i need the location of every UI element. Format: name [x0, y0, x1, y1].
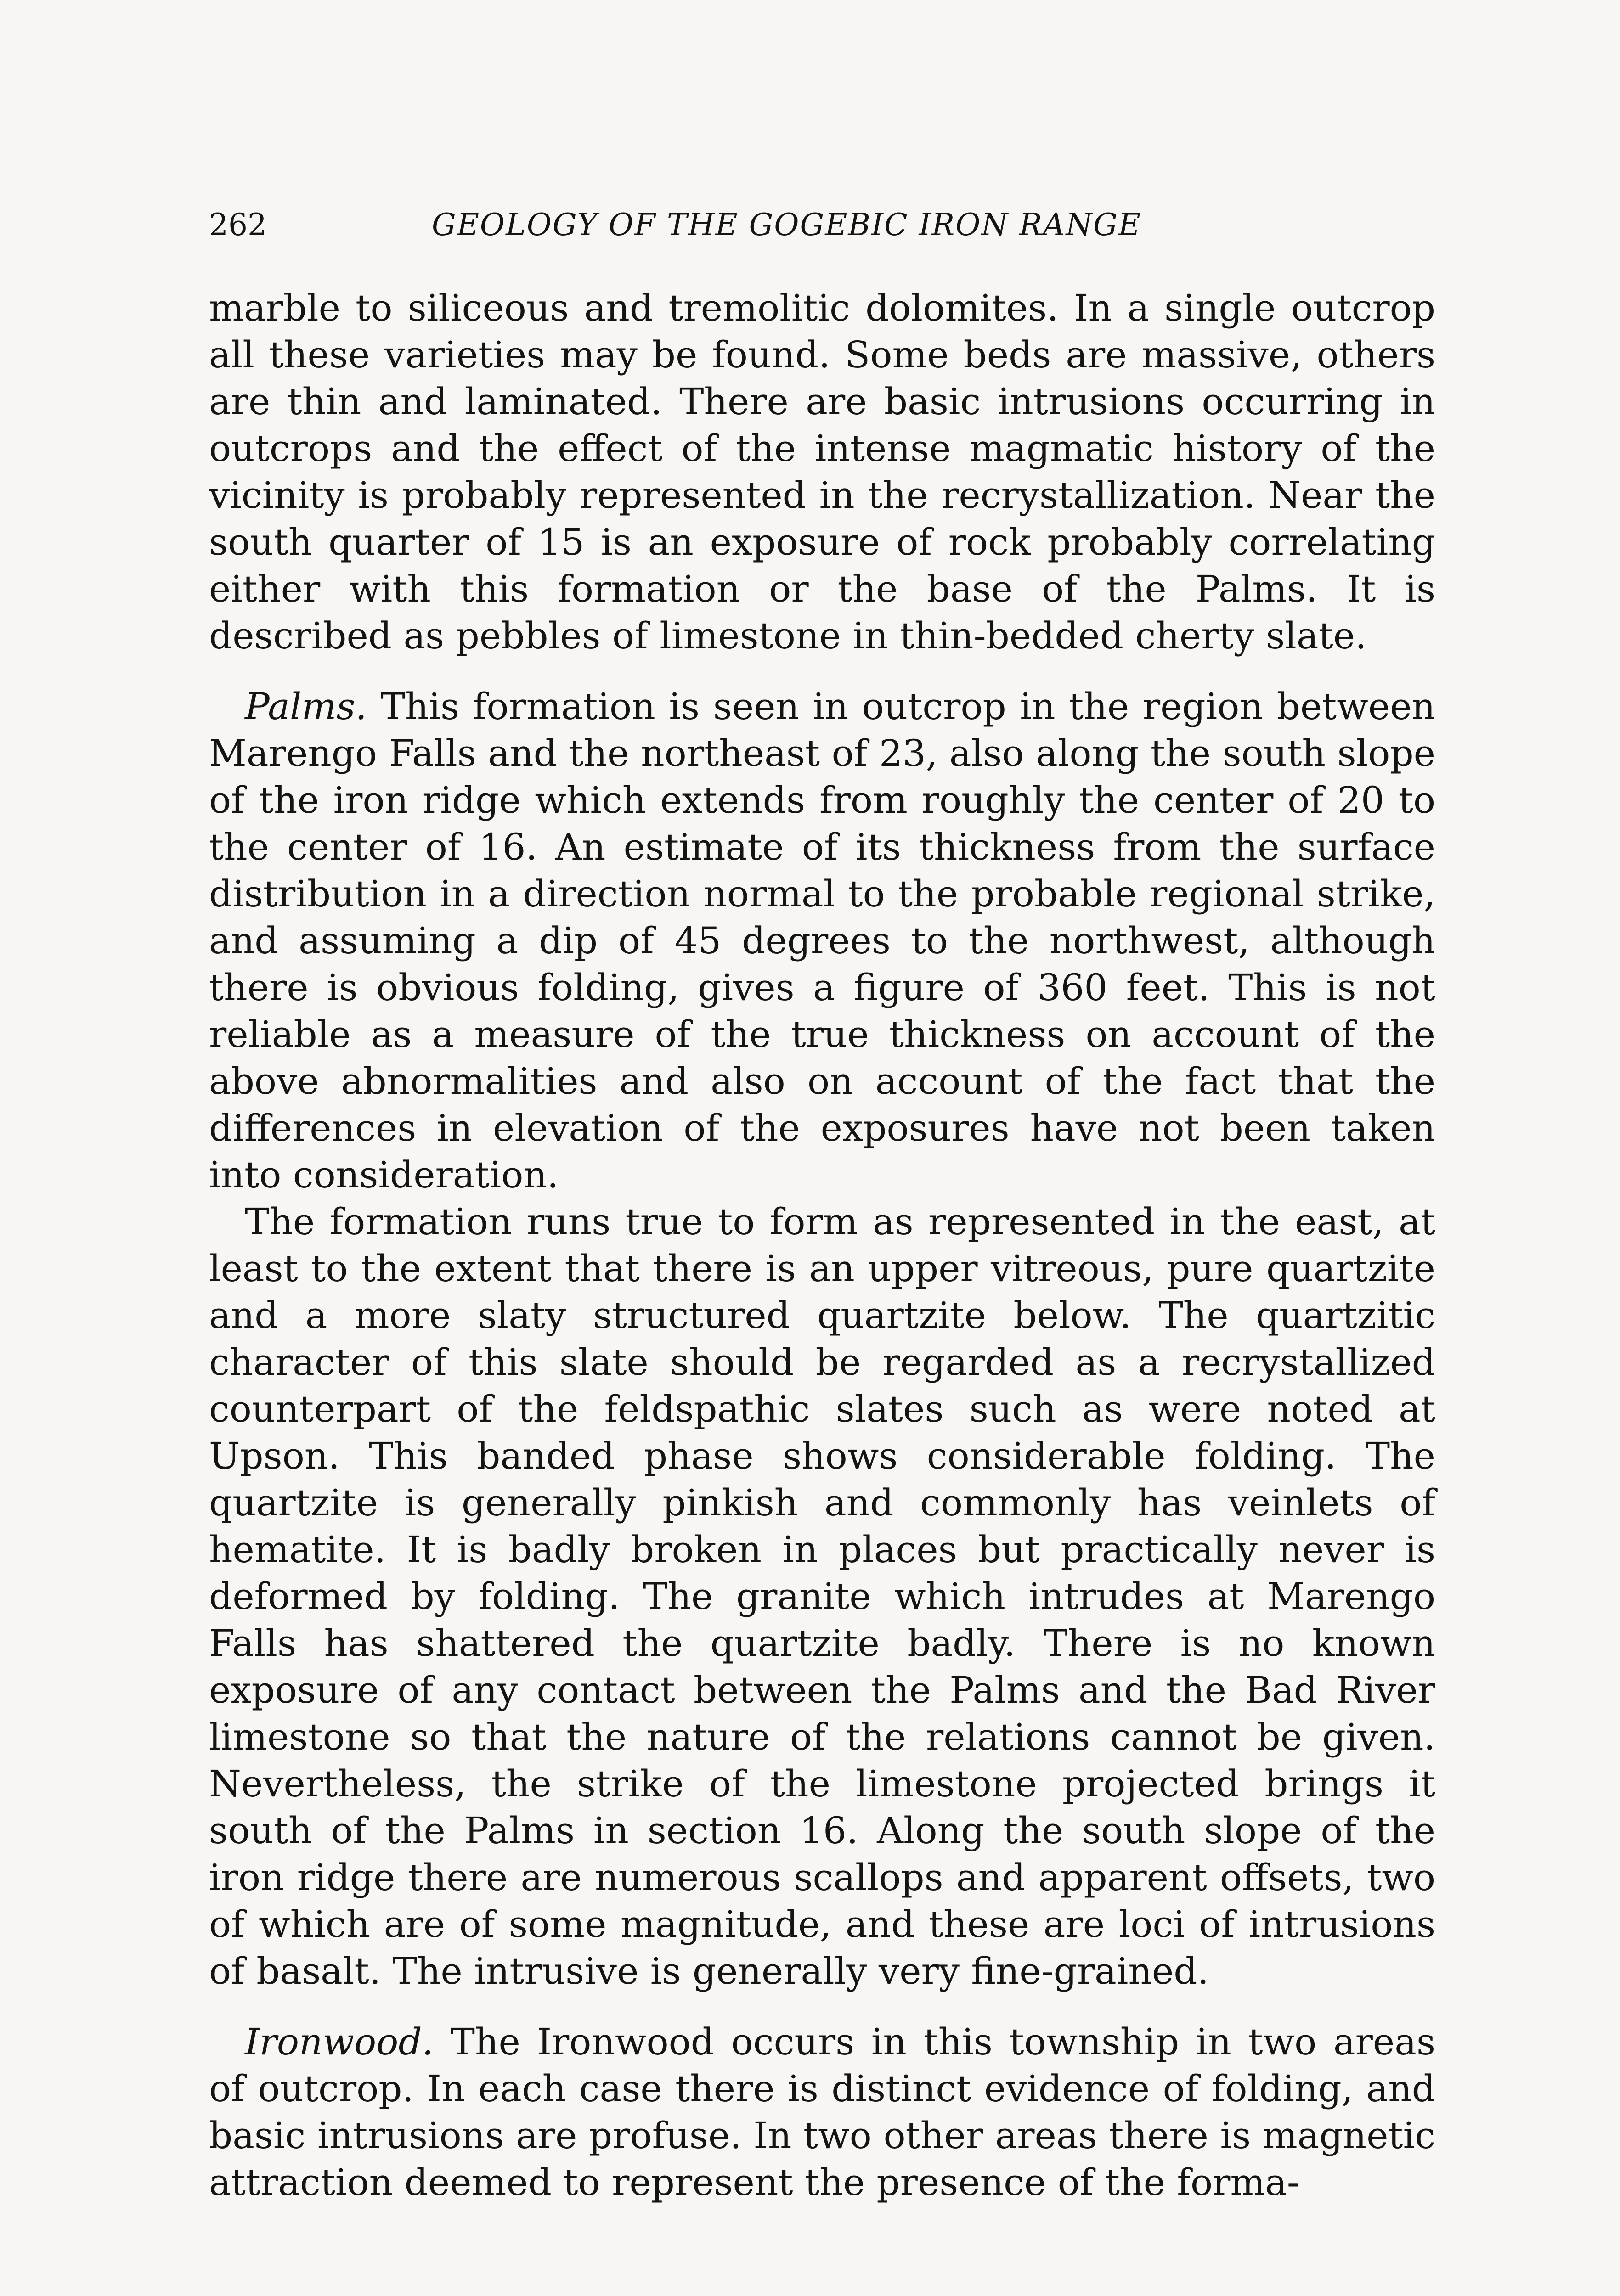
paragraph-text: This formation is seen in outcrop in the region between Marengo Falls and the northeast of 23, also along the south slope of the iron ridge which extends from roughly the center of 20 to the center of 16. An estimate of its thickness from the surface distribution in a direction normal to the probable regional strike, and assuming a dip of 45 degrees to the northwest, although there is obvious folding, gives a figure of 360 feet. This is not reliable as a measure of the true thickness on account of the above abnormalities and also on account of the fact that the differences in elevation of the exposures have not been taken into consideration.: [209, 685, 1435, 1196]
paragraph-dolomites: [209, 285, 1435, 659]
page-number: 262: [209, 207, 267, 242]
section-heading-ironwood: Ironwood.: [245, 2020, 434, 2063]
paragraph-palms: [209, 683, 1435, 1199]
paragraph-ironwood: [209, 2019, 1435, 2206]
paragraph-text: marble to siliceous and tremolitic dolomites. In a single outcrop all these varieties may be found. Some beds are massive, others are thin and laminated. There are basic intrusions occurring in outcrops and the effect of the intense magmatic history of the vicinity is probably represented in the recrystallization. Near the south quarter of 15 is an exposure of rock probably correlating either with this formation or the base of the Palms. It is described as pebbles of limestone in thin-bedded cherty slate.: [209, 287, 1435, 657]
section-heading-palms: Palms.: [245, 685, 367, 728]
paragraph-formation: [209, 1199, 1435, 1995]
paragraph-text: The Ironwood occurs in this township in two areas of outcrop. In each case there is distinct evidence of folding, and basic intrusions are profuse. In two other areas there is magnetic attraction deemed to represent the presence of the forma-: [209, 2020, 1435, 2204]
running-title: GEOLOGY OF THE GOGEBIC IRON RANGE: [432, 207, 1142, 242]
body-text: [209, 285, 1435, 2206]
paragraph-text: The formation runs true to form as represented in the east, at least to the extent that there is an upper vitreous, pure quartzite and a more slaty structured quartzite below. The quartzitic character of this slate should be regarded as a recrystallized counterpart of the feldspathic slates such as were noted at Upson. This banded phase shows considerable folding. The quartzite is generally pinkish and commonly has veinlets of hematite. It is badly broken in places but practically never is deformed by folding. The granite which intrudes at Marengo Falls has shattered the quartzite badly. There is no known exposure of any contact between the Palms and the Bad River limestone so that the nature of the relations cannot be given. Nevertheless, the strike of the limestone projected brings it south of the Palms in section 16. Along the south slope of the iron ridge there are numerous scallops and apparent offsets, two of which are of some magnitude, and these are loci of intrusions of basalt. The intrusive is generally very fine-grained.: [209, 1200, 1435, 1992]
running-head: [209, 197, 1435, 253]
